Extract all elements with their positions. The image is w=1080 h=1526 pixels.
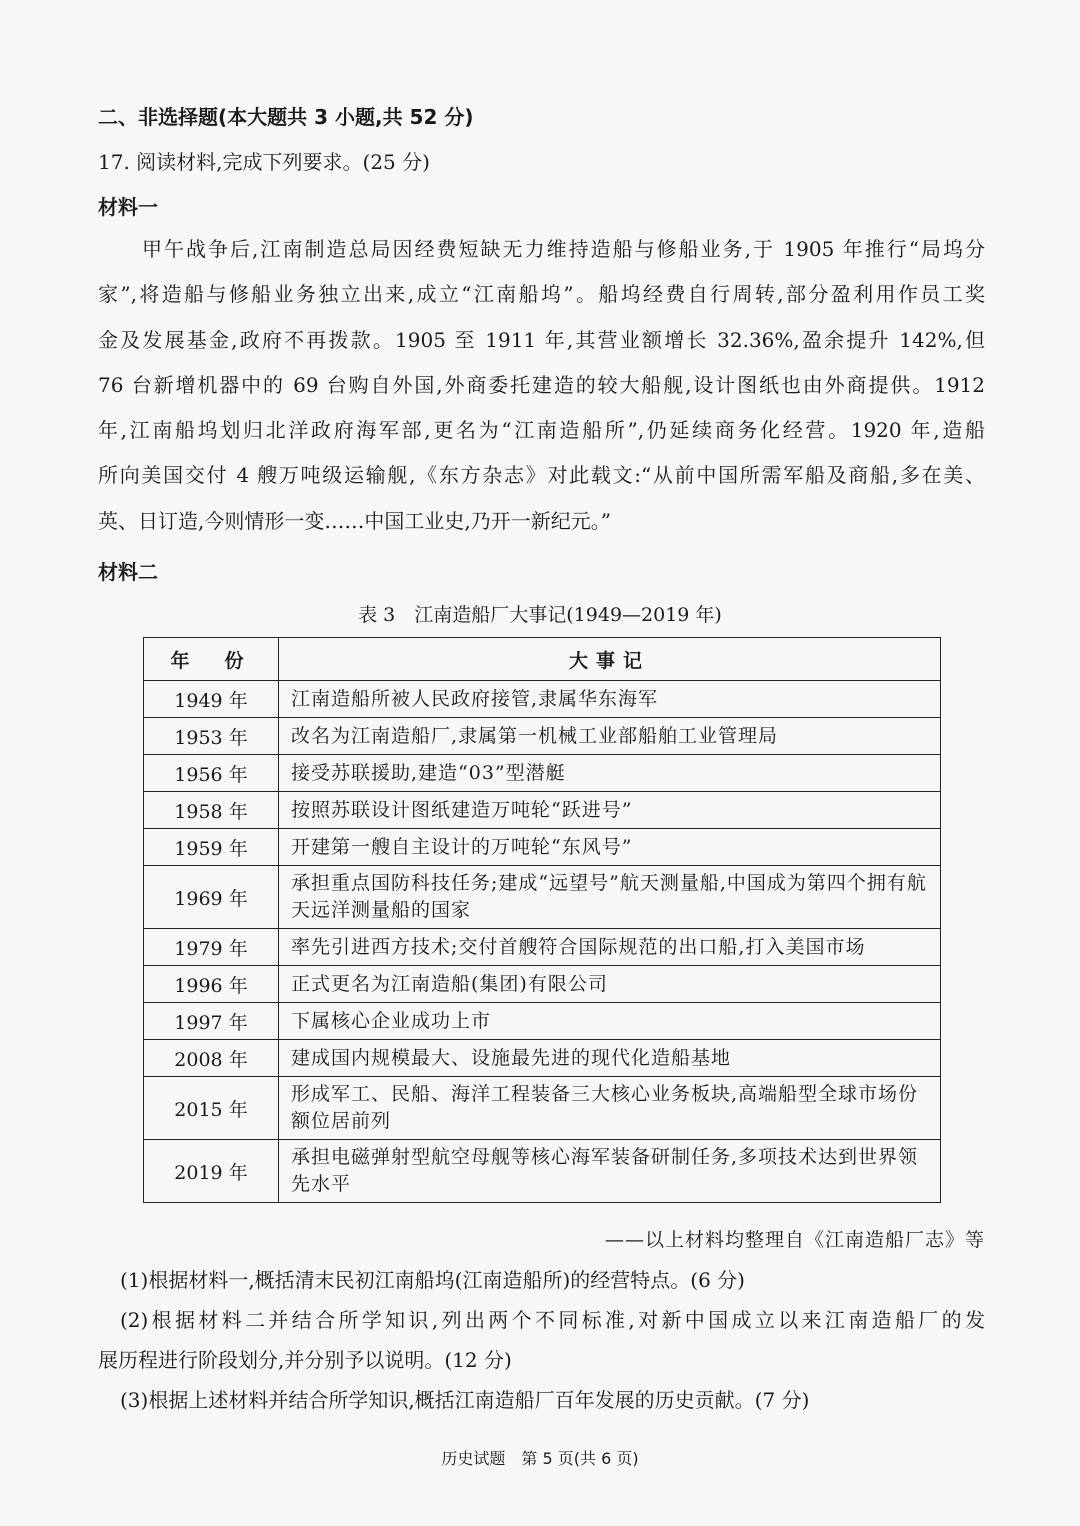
row-year: 2008 年 — [144, 1040, 279, 1077]
question-2: (2)根据材料二并结合所学知识,列出两个不同标准,对新中国成立以来江南造船厂的发 — [120, 1308, 985, 1332]
table-row — [144, 1040, 941, 1077]
paragraph-line: 甲午战争后,江南制造总局因经费短缺无力维持造船与修船业务,于 1905 年推行“局坞分 — [142, 237, 985, 261]
table-caption: 表 3 江南造船厂大事记(1949—2019 年) — [358, 604, 722, 626]
paragraph-line: 金及发展基金,政府不再拨款。1905 至 1911 年,其营业额增长 32.36%,盈余提升 142%,但 — [98, 327, 985, 352]
question-title: 17. 阅读材料,完成下列要求。(25 分) — [98, 150, 430, 174]
row-year: 2019 年 — [144, 1140, 279, 1203]
material-one-text — [98, 227, 985, 544]
row-year: 1969 年 — [144, 866, 279, 929]
paragraph-line: 英、日订造,今则情形一变……中国工业史,乃开一新纪元。” — [98, 508, 611, 533]
row-event: 形成军工、民船、海洋工程装备三大核心业务板块,高端船型全球市场份额位居前列 — [279, 1077, 941, 1140]
row-event: 承担电磁弹射型航空母舰等核心海军装备研制任务,多项技术达到世界领先水平 — [279, 1140, 941, 1203]
table-row — [144, 718, 941, 755]
section-heading: 二、非选择题(本大题共 3 小题,共 52 分) — [98, 105, 474, 129]
table-row — [144, 792, 941, 829]
row-year: 1956 年 — [144, 755, 279, 792]
question-2-cont: 展历程进行阶段划分,并分别予以说明。(12 分) — [98, 1348, 512, 1372]
table-row — [144, 1077, 941, 1140]
row-year: 1979 年 — [144, 929, 279, 966]
row-year: 1958 年 — [144, 792, 279, 829]
table-row — [144, 966, 941, 1003]
row-event: 改名为江南造船厂,隶属第一机械工业部船舶工业管理局 — [279, 718, 941, 755]
table-row — [144, 1003, 941, 1040]
header-events: 大事记 — [279, 638, 941, 681]
table-row — [144, 929, 941, 966]
row-year: 2015 年 — [144, 1077, 279, 1140]
paragraph-line: 76 台新增机器中的 69 台购自外国,外商委托建造的较大船舰,设计图纸也由外商提供。1912 — [98, 372, 985, 397]
paragraph-line: 年,江南船坞划归北洋政府海军部,更名为“江南造船所”,仍延续商务化经营。1920 年,造船 — [98, 418, 985, 443]
table-row — [144, 681, 941, 718]
paragraph-line: 所向美国交付 4 艘万吨级运输舰,《东方杂志》对此载文:“从前中国所需军船及商船,多在美、 — [98, 463, 985, 488]
row-year: 1949 年 — [144, 681, 279, 718]
row-event: 江南造船所被人民政府接管,隶属华东海军 — [279, 681, 941, 718]
table-row — [144, 1140, 941, 1203]
row-event: 按照苏联设计图纸建造万吨轮“跃进号” — [279, 792, 941, 829]
table-row — [144, 755, 941, 792]
question-1: (1)根据材料一,概括清末民初江南船坞(江南造船所)的经营特点。(6 分) — [120, 1268, 745, 1292]
table-row — [144, 829, 941, 866]
events-table — [143, 637, 941, 1203]
row-event: 接受苏联援助,建造“03”型潜艇 — [279, 755, 941, 792]
question-3: (3)根据上述材料并结合所学知识,概括江南造船厂百年发展的历史贡献。(7 分) — [120, 1388, 810, 1412]
header-year: 年 份 — [144, 638, 279, 681]
page-footer: 历史试题 第 5 页(共 6 页) — [441, 1449, 639, 1468]
source-note: ——以上材料均整理自《江南造船厂志》等 — [604, 1229, 985, 1251]
row-event: 正式更名为江南造船(集团)有限公司 — [279, 966, 941, 1003]
row-event: 承担重点国防科技任务;建成“远望号”航天测量船,中国成为第四个拥有航天远洋测量船的国家 — [279, 866, 941, 929]
row-event: 开建第一艘自主设计的万吨轮“东风号” — [279, 829, 941, 866]
row-event: 建成国内规模最大、设施最先进的现代化造船基地 — [279, 1040, 941, 1077]
row-year: 1996 年 — [144, 966, 279, 1003]
row-year: 1953 年 — [144, 718, 279, 755]
material-two-label: 材料二 — [98, 560, 158, 584]
row-year: 1997 年 — [144, 1003, 279, 1040]
table-row — [144, 866, 941, 929]
row-year: 1959 年 — [144, 829, 279, 866]
material-one-label: 材料一 — [98, 195, 158, 219]
row-event: 率先引进西方技术;交付首艘符合国际规范的出口船,打入美国市场 — [279, 929, 941, 966]
paragraph-line: 家”,将造船与修船业务独立出来,成立“江南船坞”。船坞经费自行周转,部分盈利用作员工奖 — [98, 282, 985, 307]
row-event: 下属核心企业成功上市 — [279, 1003, 941, 1040]
